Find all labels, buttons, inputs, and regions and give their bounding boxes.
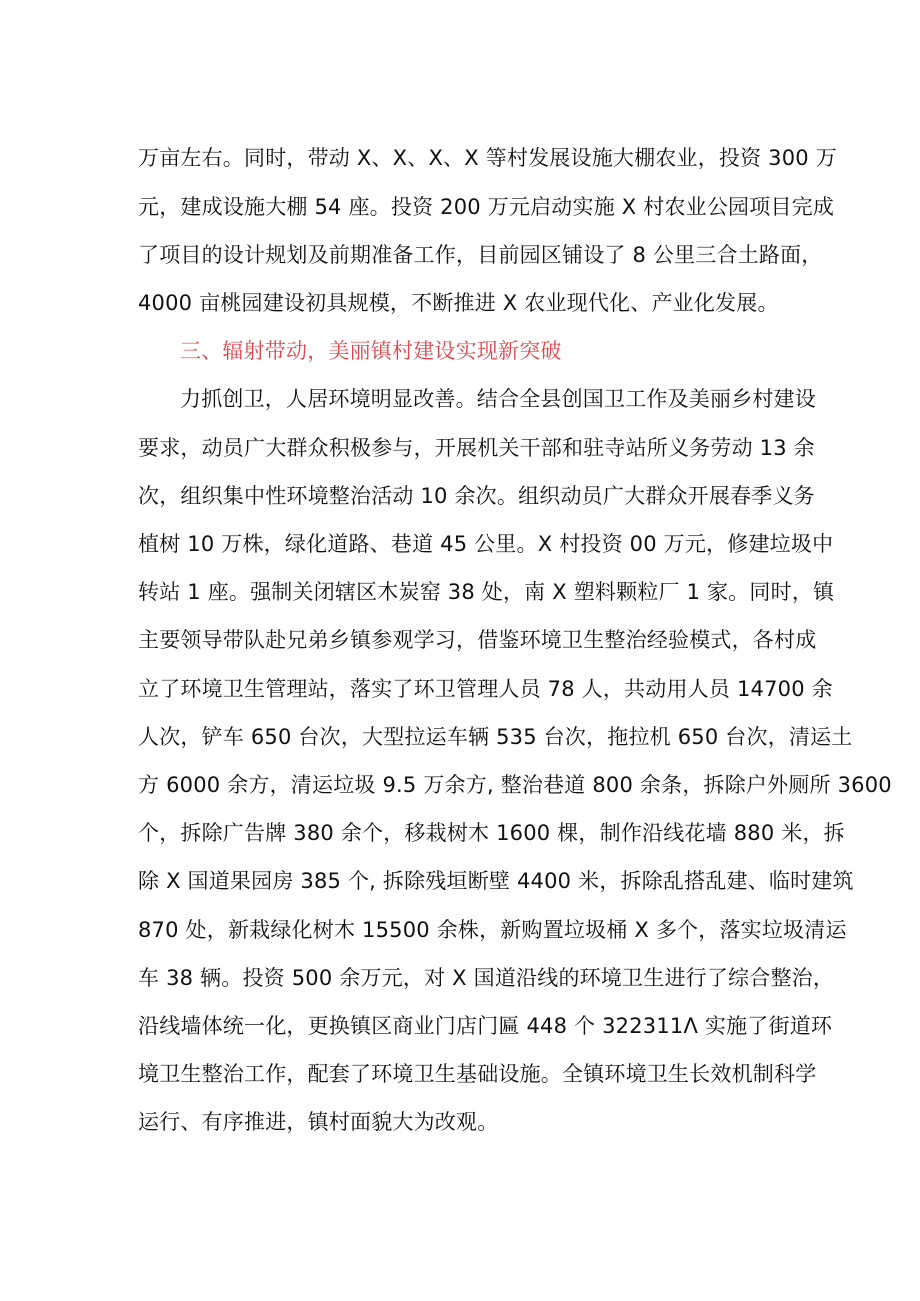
text-line: 方 6000 余方，清运垃圾 9.5 万余方, 整治巷道 800 余条，拆除户外厕所 3600: [138, 773, 892, 797]
text-line: 除 X 国道果园房 385 个, 拆除残垣断壁 4400 米，拆除乱搭乱建、临时建筑: [138, 869, 854, 893]
text-line: 运行、有序推进，镇村面貌大为改观。: [138, 1110, 499, 1134]
text-line: 境卫生整治工作，配套了环境卫生基础设施。全镇环境卫生长效机制科学: [138, 1062, 817, 1086]
text-line: 立了环境卫生管理站，落实了环卫管理人员 78 人，共动用人员 14700 余: [138, 677, 833, 701]
text-line: 沿线墙体统一化，更换镇区商业门店门匾 448 个 322311Λ 实施了街道环: [138, 1014, 833, 1038]
text-line: 主要领导带队赴兄弟乡镇参观学习，借鉴环境卫生整治经验模式，各村成: [138, 628, 817, 652]
text-line: 个，拆除广告牌 380 余个，移栽树木 1600 棵，制作沿线花墙 880 米，拆: [138, 821, 845, 845]
text-line: 万亩左右。同时，带动 X、X、X、X 等村发展设施大棚农业，投资 300 万: [138, 146, 837, 170]
text-line: 次，组织集中性环境整治活动 10 余次。组织动员广大群众开展春季义务: [138, 484, 815, 508]
text-line: 元，建成设施大棚 54 座。投资 200 万元启动实施 X 村农业公园项目完成: [138, 195, 835, 219]
text-line: 转站 1 座。强制关闭辖区木炭窑 38 处，南 X 塑料颗粒厂 1 家。同时，镇: [138, 580, 835, 604]
text-line: 人次，铲车 650 台次，大型拉运车辆 535 台次，拖拉机 650 台次，清运土: [138, 725, 853, 749]
section-heading: 三、辐射带动，美丽镇村建设实现新突破: [180, 339, 562, 363]
text-line: 870 处，新栽绿化树木 15500 余株，新购置垃圾桶 X 多个，落实垃圾清运: [138, 918, 847, 942]
text-line: 植树 10 万株，绿化道路、巷道 45 公里。X 村投资 00 万元，修建垃圾中: [138, 532, 834, 556]
text-line: 了项目的设计规划及前期准备工作，目前园区铺设了 8 公里三合土路面，: [138, 243, 823, 267]
text-line: 力抓创卫，人居环境明显改善。结合全县创国卫工作及美丽乡村建设: [180, 387, 816, 411]
text-line: 要求，动员广大群众积极参与，开展机关干部和驻寺站所义务劳动 13 余: [138, 436, 815, 460]
text-line: 4000 亩桃园建设初具规模，不断推进 X 农业现代化、产业化发展。: [138, 291, 779, 315]
text-line: 车 38 辆。投资 500 余万元，对 X 国道沿线的环境卫生进行了综合整治，: [138, 966, 835, 990]
